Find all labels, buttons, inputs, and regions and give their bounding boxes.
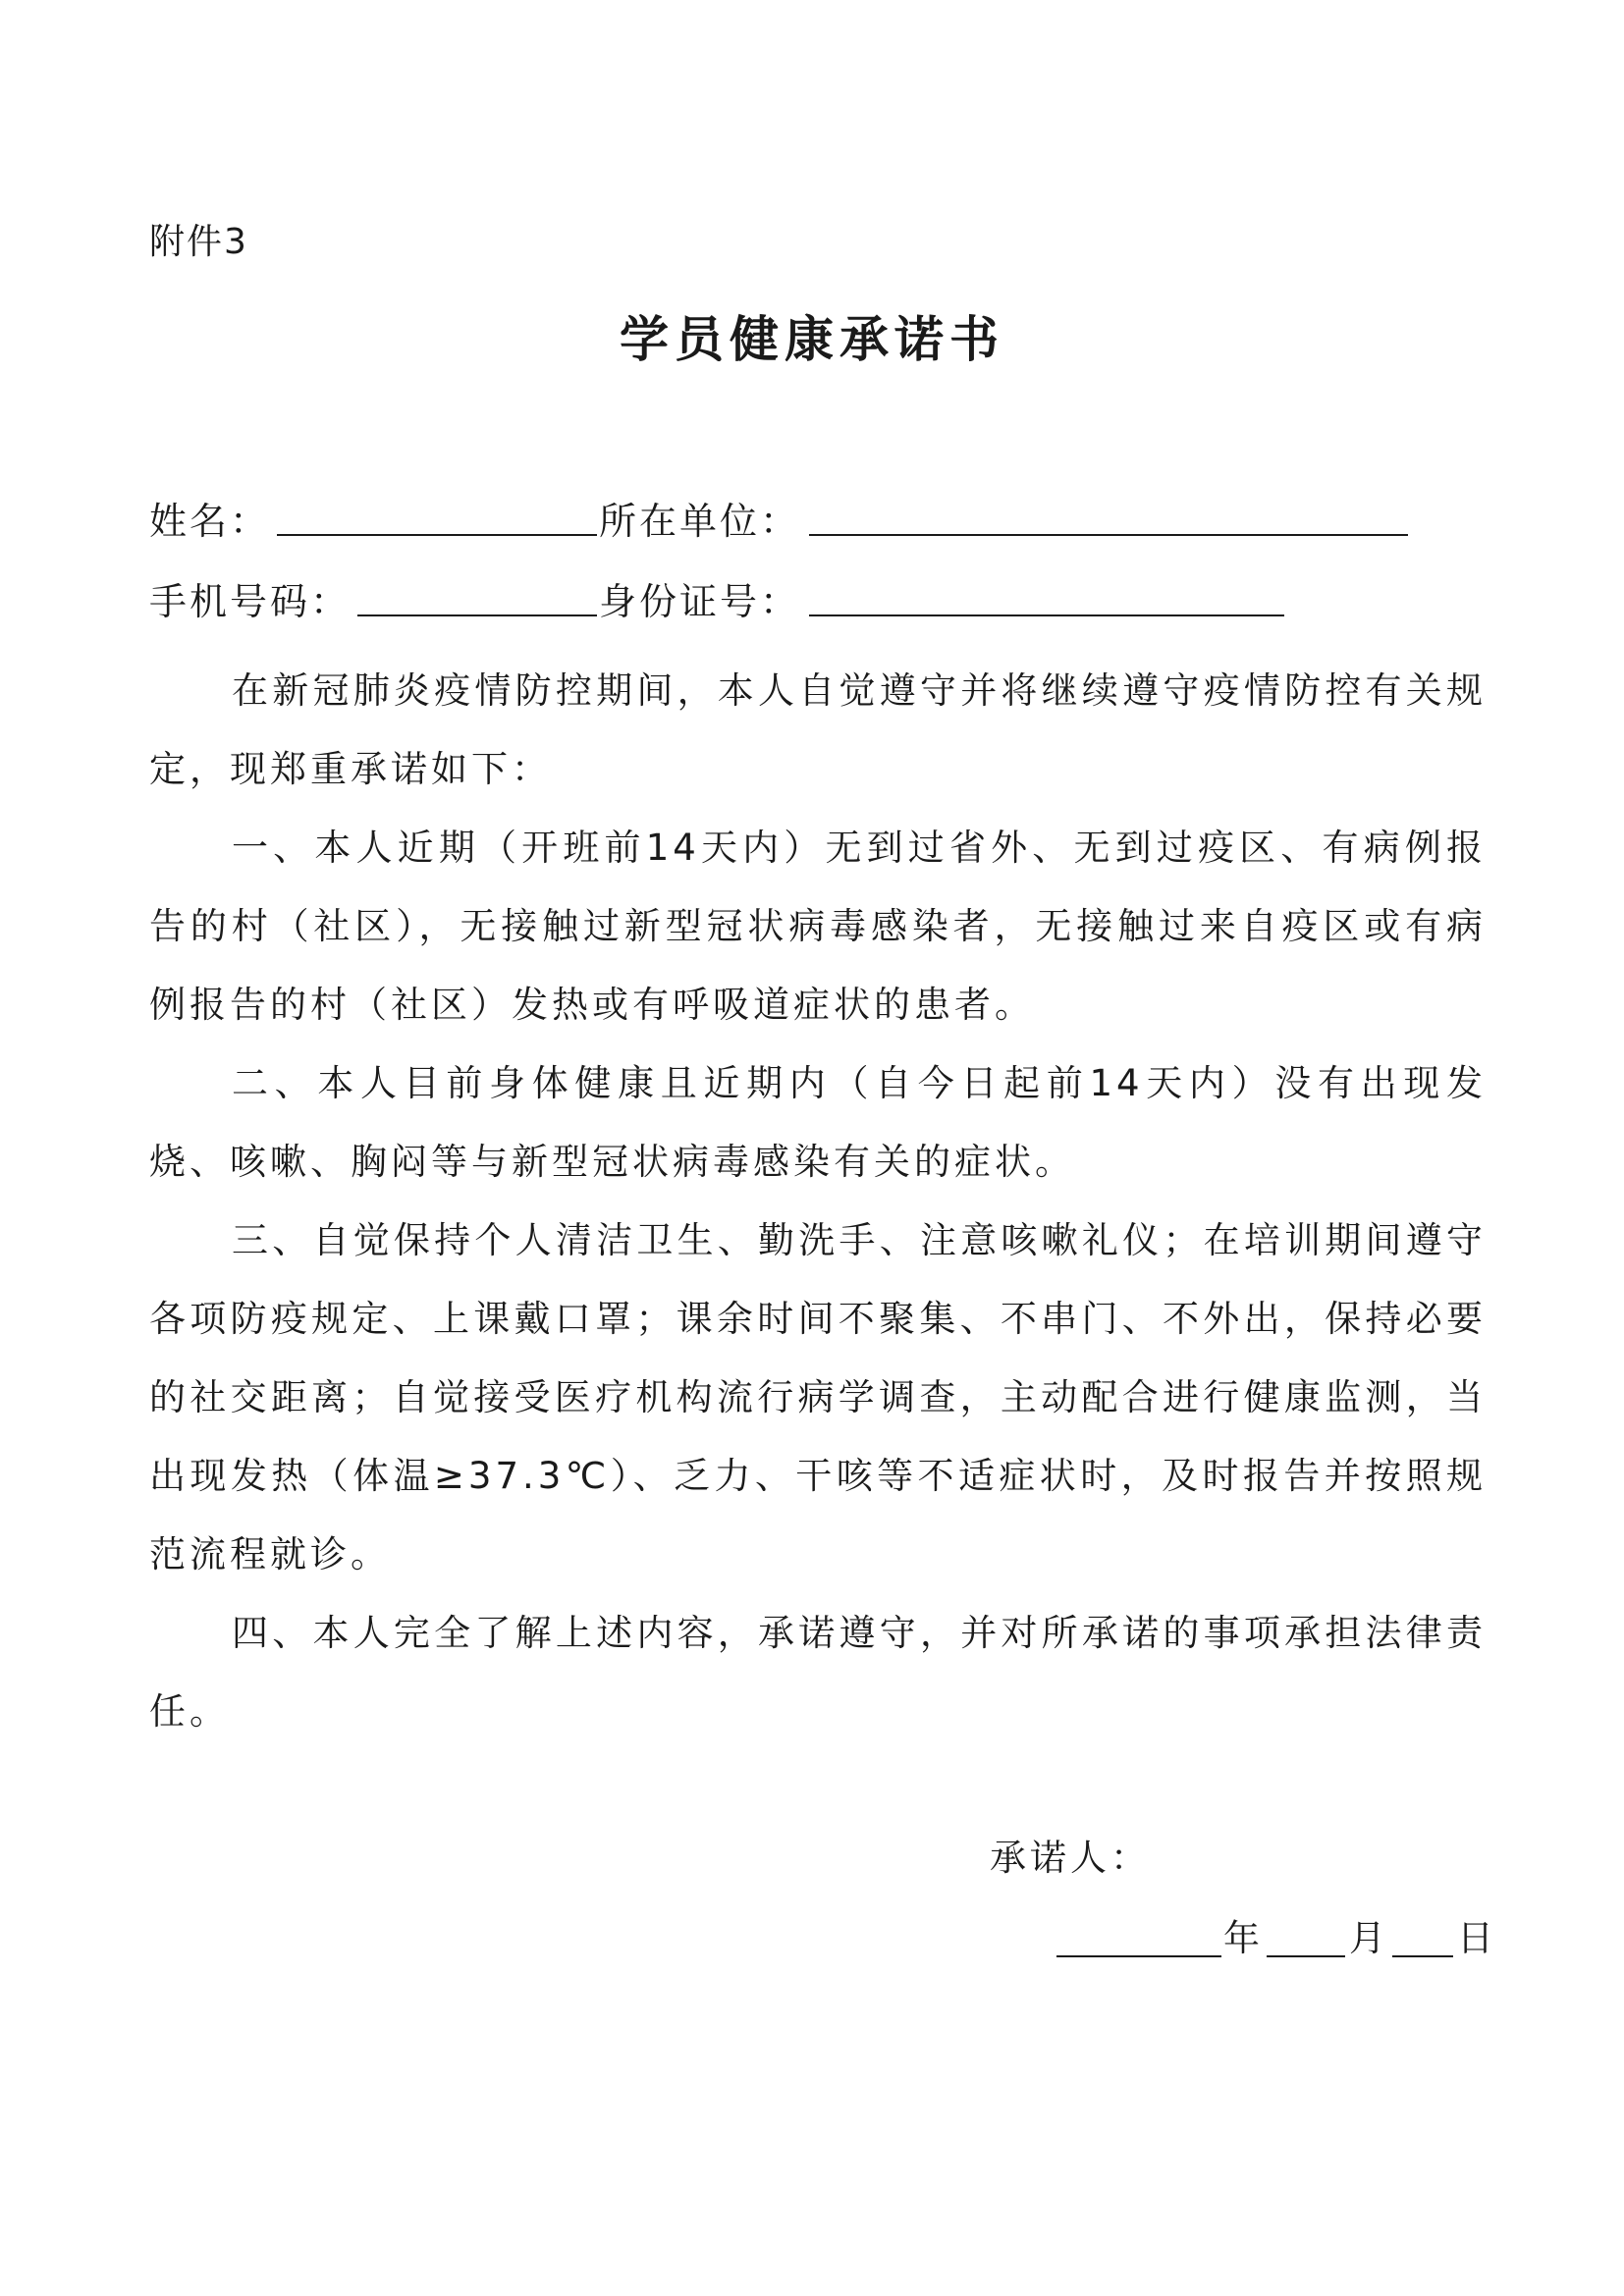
pledge-item-3: 三、自觉保持个人清洁卫生、勤洗手、注意咳嗽礼仪；在培训期间遵守各项防疫规定、上课戴口罩；课余时间不聚集、不串门、不外出，保持必要的社交距离；自觉接受医疗机构流行病学调查，主动配合进行健康监测，当出现发热（体温≥37.3℃）、乏力、干咳等不适症状时，及时报告并按照规范流程就诊。: [149, 1219, 1487, 1575]
day-input-line[interactable]: [1392, 1955, 1453, 1957]
unit-input-line[interactable]: [809, 534, 1408, 536]
day-label: 日: [1457, 1917, 1493, 1959]
intro-paragraph: 在新冠肺炎疫情防控期间，本人自觉遵守并将继续遵守疫情防控有关规定，现郑重承诺如下：: [149, 669, 1487, 790]
pledge-item-2: 二、本人目前身体健康且近期内（自今日起前14天内）没有出现发烧、咳嗽、胸闷等与新型冠状病毒感染有关的症状。: [149, 1062, 1487, 1183]
pledge-item-1: 一、本人近期（开班前14天内）无到过省外、无到过疫区、有病例报告的村（社区），无接触过新型冠状病毒感染者，无接触过来自疫区或有病例报告的村（社区）发热或有呼吸道症状的患者。: [149, 827, 1487, 1026]
attachment-label: 附件3: [149, 222, 248, 262]
month-label: 月: [1349, 1917, 1385, 1959]
id-label: 身份证号：: [599, 580, 801, 623]
phone-label: 手机号码：: [149, 580, 352, 623]
phone-input-line[interactable]: [357, 614, 597, 616]
document-title: 学员健康承诺书: [620, 310, 1004, 368]
pledge-item-4: 四、本人完全了解上述内容，承诺遵守，并对所承诺的事项承担法律责任。: [149, 1612, 1487, 1733]
year-input-line[interactable]: [1056, 1955, 1221, 1957]
id-input-line[interactable]: [809, 614, 1284, 616]
signer-label: 承诺人：: [990, 1837, 1151, 1879]
year-label: 年: [1223, 1917, 1260, 1959]
name-input-line[interactable]: [277, 534, 597, 536]
month-input-line[interactable]: [1267, 1955, 1345, 1957]
name-label: 姓名：: [149, 500, 271, 543]
unit-label: 所在单位：: [599, 500, 801, 543]
